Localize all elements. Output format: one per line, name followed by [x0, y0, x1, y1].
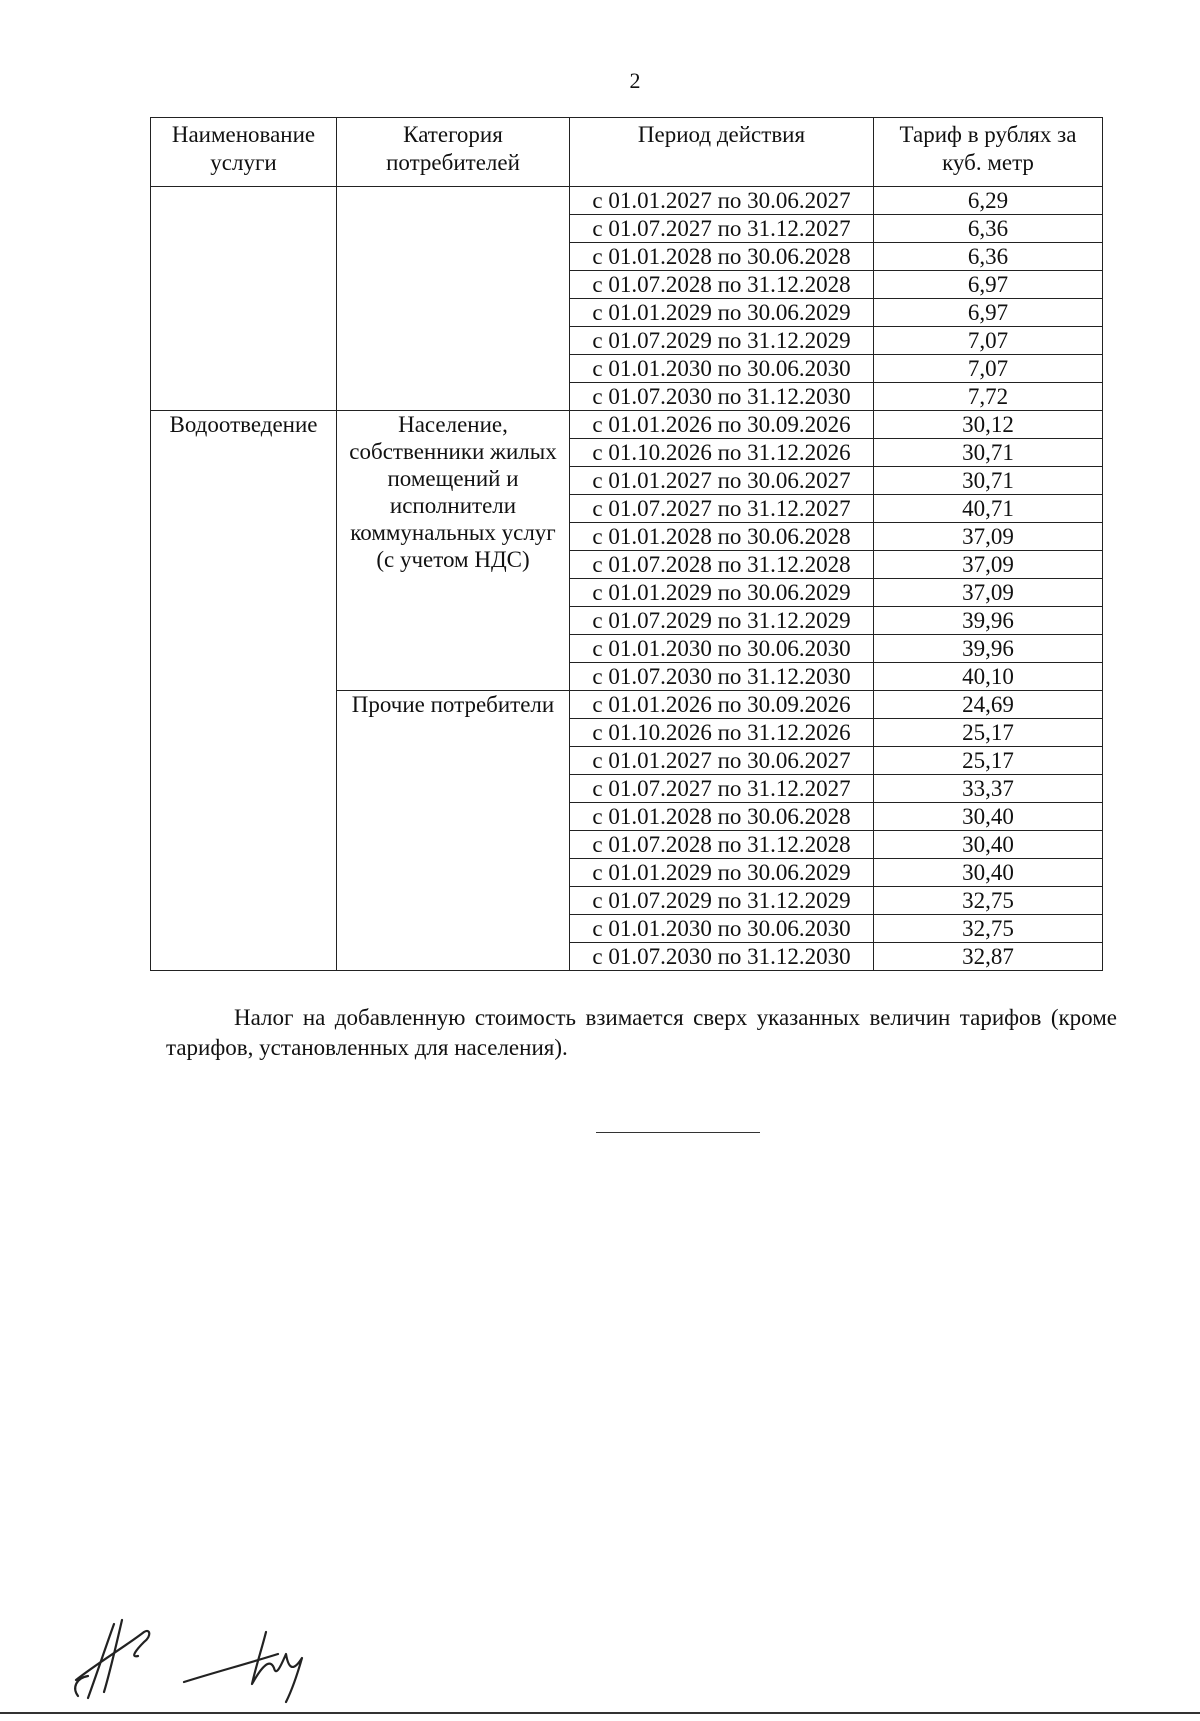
period-cell: с 01.01.2029 по 30.06.2029 [570, 579, 874, 607]
tariff-cell: 7,07 [874, 327, 1103, 355]
closing-separator-line [596, 1132, 760, 1133]
tariff-cell: 30,71 [874, 439, 1103, 467]
period-cell: с 01.07.2028 по 31.12.2028 [570, 271, 874, 299]
tariff-cell: 30,40 [874, 803, 1103, 831]
period-cell: с 01.07.2030 по 31.12.2030 [570, 943, 874, 971]
period-cell: с 01.07.2027 по 31.12.2027 [570, 215, 874, 243]
period-cell: с 01.01.2028 по 30.06.2028 [570, 243, 874, 271]
period-cell: с 01.07.2027 по 31.12.2027 [570, 775, 874, 803]
period-cell: с 01.01.2030 по 30.06.2030 [570, 355, 874, 383]
tariff-cell: 37,09 [874, 551, 1103, 579]
period-cell: с 01.01.2028 по 30.06.2028 [570, 523, 874, 551]
period-cell: с 01.07.2028 по 31.12.2028 [570, 551, 874, 579]
tariff-cell: 30,71 [874, 467, 1103, 495]
period-cell: с 01.07.2030 по 31.12.2030 [570, 663, 874, 691]
tariff-cell: 33,37 [874, 775, 1103, 803]
tariff-cell: 25,17 [874, 719, 1103, 747]
period-cell: с 01.01.2027 по 30.06.2027 [570, 747, 874, 775]
handwritten-signature [66, 1606, 326, 1706]
category-cell-population: Население, собственники жилых помещений и исполнители коммунальных услуг (с учетом НДС) [337, 411, 570, 691]
tariff-cell: 40,10 [874, 663, 1103, 691]
period-cell: с 01.07.2029 по 31.12.2029 [570, 607, 874, 635]
period-cell: с 01.10.2026 по 31.12.2026 [570, 439, 874, 467]
period-cell: с 01.01.2030 по 30.06.2030 [570, 915, 874, 943]
period-cell: с 01.01.2026 по 30.09.2026 [570, 691, 874, 719]
vat-note: Налог на добавленную стоимость взимается сверх указанных величин тарифов (кроме тарифов, установленных для населения). [166, 1005, 1117, 1060]
header-category: Категория потребителей [337, 118, 570, 187]
service-cell-empty [151, 187, 337, 411]
tariff-cell: 40,71 [874, 495, 1103, 523]
period-cell: с 01.07.2027 по 31.12.2027 [570, 495, 874, 523]
period-cell: с 01.01.2029 по 30.06.2029 [570, 299, 874, 327]
period-cell: с 01.07.2030 по 31.12.2030 [570, 383, 874, 411]
period-cell: с 01.01.2030 по 30.06.2030 [570, 635, 874, 663]
period-cell: с 01.07.2029 по 31.12.2029 [570, 327, 874, 355]
period-cell: с 01.01.2027 по 30.06.2027 [570, 187, 874, 215]
table-row [151, 411, 1103, 439]
tariff-cell: 6,36 [874, 243, 1103, 271]
tariff-cell: 30,40 [874, 831, 1103, 859]
period-cell: с 01.10.2026 по 31.12.2026 [570, 719, 874, 747]
period-cell: с 01.01.2027 по 30.06.2027 [570, 467, 874, 495]
period-cell: с 01.01.2029 по 30.06.2029 [570, 859, 874, 887]
page-number: 2 [629, 68, 641, 93]
period-cell: с 01.01.2026 по 30.09.2026 [570, 411, 874, 439]
service-cell: Водоотведение [151, 411, 337, 971]
period-cell: с 01.07.2028 по 31.12.2028 [570, 831, 874, 859]
tariff-cell: 6,36 [874, 215, 1103, 243]
period-cell: с 01.01.2028 по 30.06.2028 [570, 803, 874, 831]
tariff-cell: 25,17 [874, 747, 1103, 775]
category-cell-others: Прочие потребители [337, 691, 570, 971]
table-row [151, 187, 1103, 215]
category-cell-empty [337, 187, 570, 411]
tariff-cell: 24,69 [874, 691, 1103, 719]
tariff-cell: 32,75 [874, 887, 1103, 915]
tariff-cell: 7,72 [874, 383, 1103, 411]
tariff-cell: 6,97 [874, 299, 1103, 327]
tariff-cell: 30,40 [874, 859, 1103, 887]
tariff-cell: 7,07 [874, 355, 1103, 383]
tariff-cell: 37,09 [874, 579, 1103, 607]
tariff-cell: 6,97 [874, 271, 1103, 299]
tariff-cell: 32,75 [874, 915, 1103, 943]
tariff-cell: 30,12 [874, 411, 1103, 439]
header-tariff: Тариф в рублях за куб. метр [874, 118, 1103, 187]
period-cell: с 01.07.2029 по 31.12.2029 [570, 887, 874, 915]
tariff-cell: 6,29 [874, 187, 1103, 215]
tariff-cell: 39,96 [874, 607, 1103, 635]
tariff-table [150, 117, 1103, 971]
bottom-edge-line [0, 1712, 1200, 1714]
header-period: Период действия [570, 118, 874, 187]
tariff-cell: 39,96 [874, 635, 1103, 663]
table-body [151, 187, 1103, 971]
tariff-cell: 32,87 [874, 943, 1103, 971]
tariff-cell: 37,09 [874, 523, 1103, 551]
table-header-row [151, 118, 1103, 187]
header-service: Наименование услуги [151, 118, 337, 187]
